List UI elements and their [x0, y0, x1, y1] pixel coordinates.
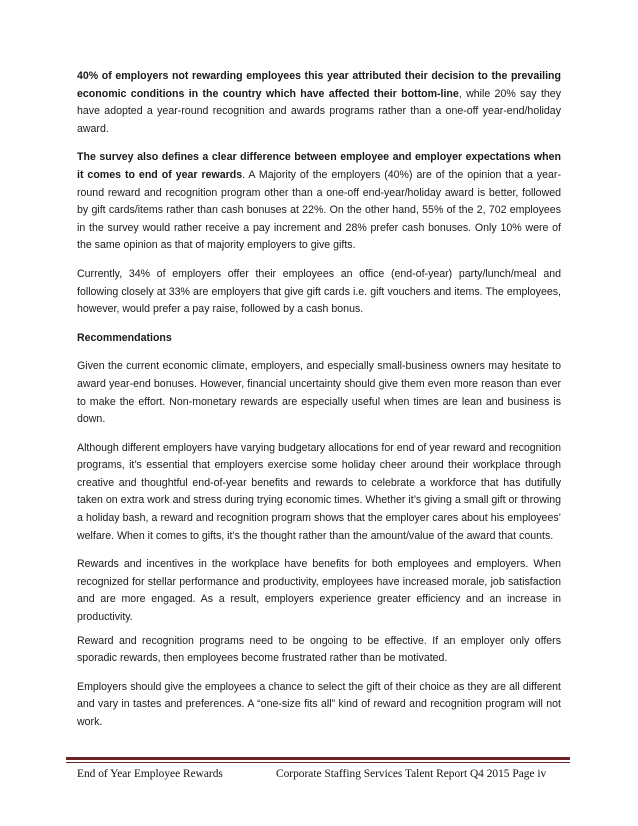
paragraph-ongoing-programs: Reward and recognition programs need to be ongoing to be effective. If an employer only offers sporadic rewards, then employees become frustrated rather than be motivated.: [77, 634, 561, 665]
paragraph-text: . A Majority of the employers (40%) are of the opinion that a year-round reward and recognition program other than a one-off end-year/holiday award is better, followed by gift cards/items rather than cash bonuses at 22%. On the other hand, 55% of the 2, 702 employees in the survey would rather receive a pay increment and 28% prefer cash bonuses. Only 10% were of the same opinion as that of majority employers to give gifts.: [77, 168, 561, 252]
section-heading-recommendations: Recommendations: [77, 331, 172, 344]
paragraph-bold-lead: 40% of employers not rewarding employees this year attributed their decision to the prevailing economic conditions in the country which have affected their bottom-line: [77, 70, 561, 100]
footer-rule-thin: [66, 762, 570, 763]
paragraph-budgetary-allocations: Although different employers have varying budgetary allocations for end of year reward and recognition programs, it’s essential that employers exercise some holiday cheer around their workplace through creative and thoughtful end-of-year benefits and rewards to celebrate a workforce that has dutifully taken on extra work and stress during trying economic times. Whether it’s giving a small gift or throwing a holiday bash, a reward and recognition program shows that the employer cares about his employees’ welfare. When it comes to gifts, it’s the thought rather than the amount/value of the award that counts.: [77, 441, 561, 542]
paragraph-economic-climate: Given the current economic climate, employers, and especially small-business owners may hesitate to award year-end bonuses. However, financial uncertainty should give them even more reason than ever to make the effort. Non-monetary rewards are especially useful when times are lean and business is down.: [77, 360, 561, 426]
page-body: [77, 68, 561, 743]
paragraph-gift-choice: Employers should give the employees a chance to select the gift of their choice as they are all different and vary in tastes and preferences. A “one-size fits all” kind of reward and recognition program will not work.: [77, 680, 561, 728]
paragraph-text: , while 20% say they have adopted a year-round recognition and awards programs rather than a one-off year-end/holiday award.: [77, 87, 561, 135]
footer-right-text: Corporate Staffing Services Talent Report Q4 2015 Page iv: [276, 768, 547, 780]
paragraph-survey-expectations: [77, 149, 561, 255]
paragraph-bottom-line: [77, 68, 561, 138]
paragraph-bold-lead: The survey also defines a clear difference between employee and employer expectations when it comes to end of year rewards: [77, 151, 561, 181]
footer-left-text: End of Year Employee Rewards: [77, 768, 223, 780]
footer-rule-thick: [66, 757, 570, 760]
paragraph-benefits: Rewards and incentives in the workplace have benefits for both employees and employers. When recognized for stellar performance and productivity, employees have increased morale, job satisfaction and are more engaged. As a result, employers experience greater efficiency and an increase in productivity.: [77, 558, 561, 624]
paragraph-current-offers: Currently, 34% of employers offer their employees an office (end-of-year) party/lunch/meal and following closely at 33% are employers that give gift cards i.e. gift vouchers and items. The employees, however, would prefer a pay raise, followed by a cash bonus.: [77, 267, 561, 316]
